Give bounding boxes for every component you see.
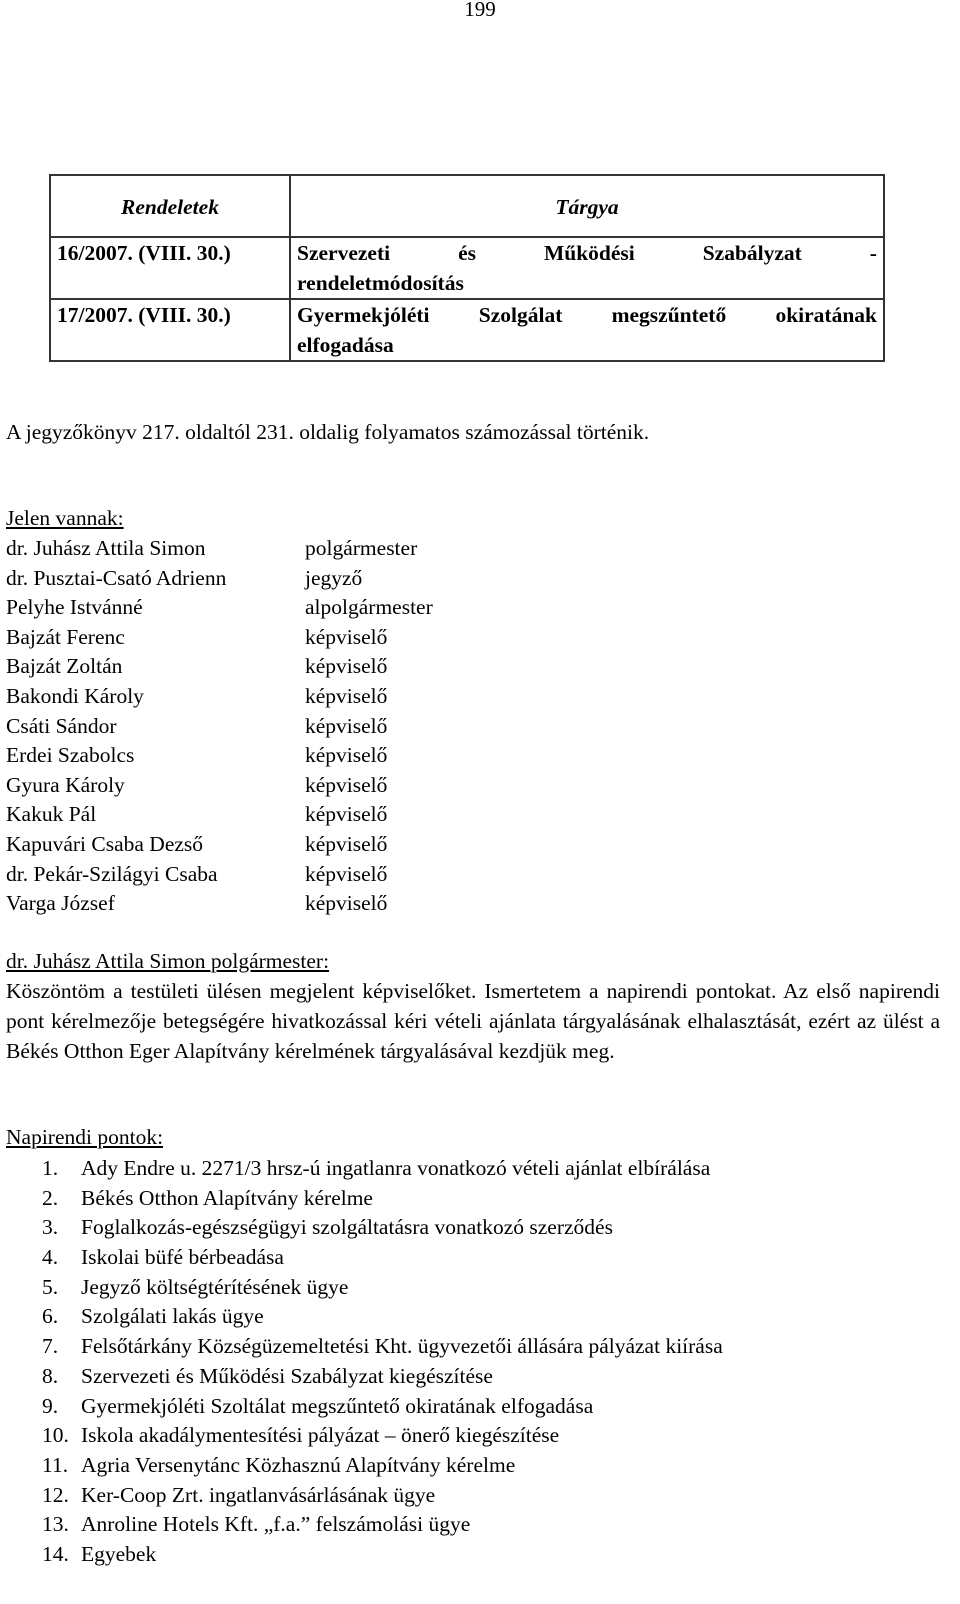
page-number: 199 — [464, 0, 496, 21]
agenda-item — [6, 1539, 723, 1569]
agenda-text: Ady Endre u. 2271/3 hrsz-ú ingatlanra vonatkozó vételi ajánlat elbírálása — [81, 1156, 711, 1180]
subject-word: Gyermekjóléti — [297, 303, 430, 327]
agenda-text: Békés Otthon Alapítvány kérelme — [81, 1185, 373, 1210]
agenda-item — [6, 1331, 723, 1361]
attendee-role: képviselő — [305, 891, 388, 916]
attendee-role: polgármester — [305, 536, 418, 560]
attendee-name: Pelyhe Istvánné — [6, 595, 143, 620]
agenda-item — [6, 1480, 723, 1510]
agenda-item — [6, 1153, 723, 1183]
attendee-role: képviselő — [305, 831, 388, 856]
attendee-row — [6, 563, 433, 593]
attendee-name: Bajzát Ferenc — [6, 624, 125, 649]
attendee-row — [6, 859, 433, 889]
subject-line — [297, 238, 877, 268]
agenda-text: Foglalkozás-egészségügyi szolgáltatásra vonatkozó szerződés — [81, 1215, 613, 1240]
attendee-row — [6, 681, 433, 711]
attendee-name: dr. Pusztai-Csató Adrienn — [6, 565, 227, 590]
attendee-name: Gyura Károly — [6, 772, 125, 797]
attendee-role: képviselő — [305, 772, 388, 797]
attendee-row — [6, 770, 433, 800]
attendee-row — [6, 622, 433, 652]
agenda-text: Egyebek — [81, 1541, 157, 1566]
agenda-text: Szolgálati lakás ügye — [81, 1304, 264, 1329]
agenda-text: Ker-Coop Zrt. ingatlanvásárlásának ügye — [81, 1482, 436, 1507]
agenda-item — [6, 1301, 723, 1331]
agenda-text: Jegyző költségtérítésének ügye — [81, 1274, 349, 1299]
subject-cell — [290, 237, 884, 299]
attendee-name: Csáti Sándor — [6, 713, 117, 738]
agenda-text: Szervezeti és Működési Szabályzat kiegészítése — [81, 1363, 493, 1388]
present-heading: Jelen vannak: — [6, 506, 124, 530]
agenda-number: 3. — [42, 1215, 59, 1240]
pages-note: A jegyzőkönyv 217. oldaltól 231. oldalig folyamatos számozással történik. — [6, 420, 650, 444]
attendee-row — [6, 829, 433, 859]
agenda-item — [6, 1391, 723, 1421]
attendee-name: dr. Pekár-Szilágyi Csaba — [6, 861, 218, 886]
attendee-name: Bakondi Károly — [6, 683, 144, 708]
table-header-subject: Tárgya — [290, 175, 884, 237]
agenda-item — [6, 1242, 723, 1272]
attendee-name: Kakuk Pál — [6, 802, 97, 827]
agenda-item — [6, 1420, 723, 1450]
attendee-role: alpolgármester — [305, 595, 433, 620]
attendee-row — [6, 651, 433, 681]
regulation-cell: 16/2007. (VIII. 30.) — [50, 237, 290, 299]
attendee-name: Kapuvári Csaba Dezső — [6, 831, 204, 856]
agenda-text: Anroline Hotels Kft. „f.a.” felszámolási ügye — [81, 1512, 471, 1537]
attendee-role: képviselő — [305, 861, 388, 886]
attendee-row — [6, 711, 433, 741]
attendee-row — [6, 533, 433, 563]
subject-word: Szervezeti — [297, 241, 391, 265]
attendee-list — [6, 533, 433, 918]
agenda-number: 13. — [42, 1512, 69, 1537]
agenda-number: 8. — [42, 1363, 59, 1388]
subject-word: megszűntető — [611, 303, 727, 327]
agenda-number: 5. — [42, 1274, 59, 1299]
regulations-table — [49, 174, 885, 362]
agenda-item — [6, 1212, 723, 1242]
subject-line — [297, 300, 877, 330]
agenda-number: 9. — [42, 1393, 59, 1418]
agenda-number: 1. — [42, 1156, 59, 1180]
agenda-number: 10. — [42, 1423, 69, 1448]
attendee-row — [6, 740, 433, 770]
speech-paragraph: Köszöntöm a testületi ülésen megjelent képviselőket. Ismertetem a napirendi pontokat. Az első napirendi pont kérelmezője betegségére hivatkozással kéri vételi ajánlata tárgyalásának elhalasztását, ezért az ülést a Békés Otthon Eger Alapítvány kérelmének tárgyalásával kezdjük meg. — [6, 979, 940, 1063]
attendee-name: Varga József — [6, 891, 115, 916]
subject-cell — [290, 299, 884, 361]
agenda-item — [6, 1450, 723, 1480]
subject-word: és — [458, 241, 476, 265]
attendee-name: Bajzát Zoltán — [6, 654, 123, 679]
agenda-item — [6, 1361, 723, 1391]
attendee-role: képviselő — [305, 654, 388, 679]
attendee-name: dr. Juhász Attila Simon — [6, 536, 206, 560]
agenda-item — [6, 1509, 723, 1539]
subject-word: Szabályzat — [702, 241, 802, 265]
agenda-number: 6. — [42, 1304, 59, 1329]
subject-word: Szolgálat — [478, 303, 563, 327]
agenda-number: 14. — [42, 1541, 69, 1566]
agenda-number: 4. — [42, 1245, 59, 1270]
table-row — [50, 237, 884, 299]
table-header-regulations: Rendeletek — [50, 175, 290, 237]
attendee-role: képviselő — [305, 624, 388, 649]
agenda-text: Iskolai büfé bérbeadása — [81, 1245, 284, 1270]
agenda-heading: Napirendi pontok: — [6, 1125, 164, 1149]
table-row — [50, 299, 884, 361]
subject-word: Működési — [543, 241, 635, 265]
attendee-role: képviselő — [305, 713, 388, 738]
agenda-text: Agria Versenytánc Közhasznú Alapítvány kérelme — [81, 1452, 516, 1477]
attendee-role: jegyző — [305, 565, 363, 590]
agenda-item — [6, 1183, 723, 1213]
agenda-number: 2. — [42, 1185, 59, 1210]
agenda-number: 12. — [42, 1482, 69, 1507]
attendee-row — [6, 799, 433, 829]
agenda-text: Iskola akadálymentesítési pályázat – önerő kiegészítése — [81, 1423, 560, 1448]
attendee-role: képviselő — [305, 743, 388, 768]
speaker-label: dr. Juhász Attila Simon polgármester: — [6, 949, 330, 973]
agenda-text: Gyermekjóléti Szoltálat megszűntető okiratának elfogadása — [81, 1393, 594, 1418]
agenda-text: Felsőtárkány Községüzemeltetési Kht. ügyvezetői állására pályázat kiírása — [81, 1334, 723, 1359]
subject-line: elfogadása — [297, 333, 394, 357]
agenda-number: 7. — [42, 1334, 59, 1359]
attendee-name: Erdei Szabolcs — [6, 743, 135, 768]
agenda-item — [6, 1272, 723, 1302]
regulation-cell: 17/2007. (VIII. 30.) — [50, 299, 290, 361]
attendee-row — [6, 888, 433, 918]
attendee-role: képviselő — [305, 802, 388, 827]
attendee-row — [6, 592, 433, 622]
agenda-number: 11. — [42, 1452, 69, 1477]
subject-word: okiratának — [775, 303, 877, 327]
subject-word: - — [869, 241, 877, 265]
table-header-row — [50, 175, 884, 237]
agenda-list — [6, 1153, 723, 1569]
attendee-role: képviselő — [305, 683, 388, 708]
subject-line: rendeletmódosítás — [297, 271, 464, 295]
